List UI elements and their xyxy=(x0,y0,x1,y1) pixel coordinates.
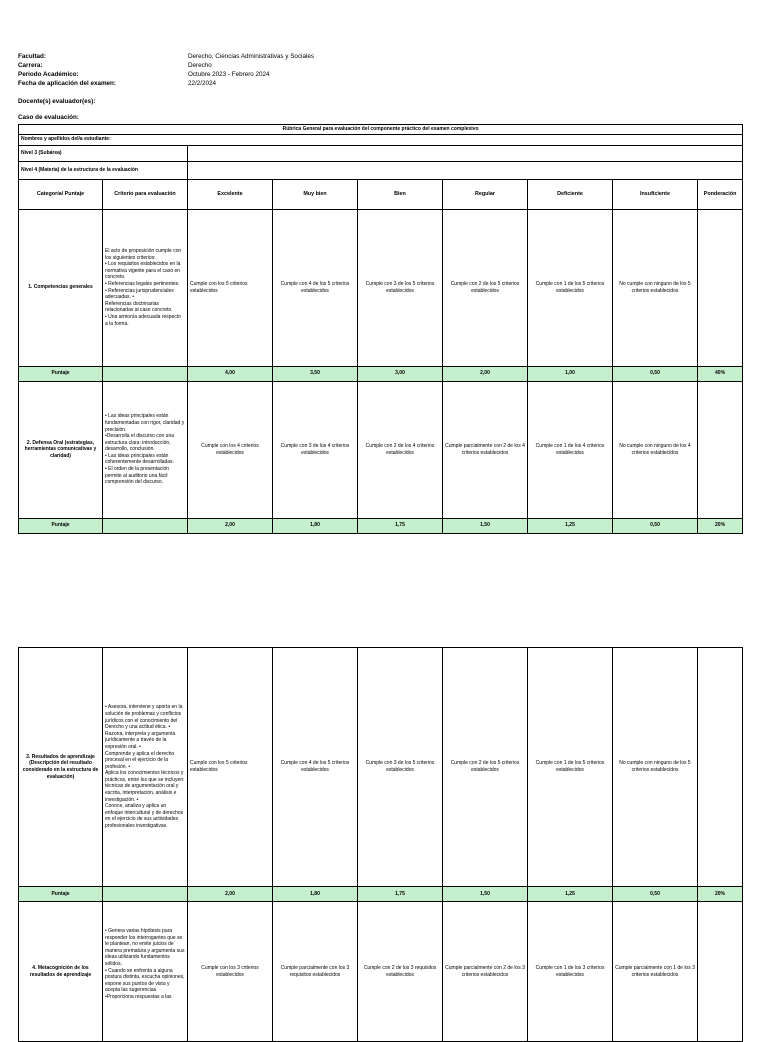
score-cell: 2,00 xyxy=(188,518,273,533)
score-cell: 1,25 xyxy=(528,518,613,533)
level-cell: Cumple con 1 de los 4 criterios establecidos xyxy=(528,381,613,518)
docente-label: Docente(s) evaluador(es): xyxy=(18,98,96,105)
table-row xyxy=(19,209,743,366)
score-row xyxy=(19,366,743,381)
level-cell: Cumple con 2 de los 3 requisitos establecidos xyxy=(358,902,443,1042)
weight-blank-cell xyxy=(698,381,743,518)
score-cell: 1,75 xyxy=(358,887,443,902)
facultad-label: Facultad: xyxy=(18,53,46,60)
level-cell: Cumple con 3 de los 4 criterios establecidos xyxy=(273,381,358,518)
score-cell: 2,00 xyxy=(188,887,273,902)
col-header: Criterio para evaluación xyxy=(103,179,188,209)
score-label: Puntaje xyxy=(19,887,103,902)
col-header: Muy bien xyxy=(273,179,358,209)
nivel4-value[interactable] xyxy=(188,161,743,179)
score-cell: 3,00 xyxy=(358,366,443,381)
criteria-line: Referencias doctrinarias relacionadas al caso concreto. xyxy=(105,300,173,314)
criteria-cell xyxy=(103,209,188,366)
level-cell: Cumple con 1 de los 3 criterios establecidos xyxy=(528,902,613,1042)
rubric-table-part-2 xyxy=(18,647,743,1042)
criteria-line: • Referencias jurisprudenciales adecuadas. • xyxy=(105,287,174,301)
col-header: Regular xyxy=(443,179,528,209)
level-cell: Cumple parcialmente con 2 de los 4 criterios establecidos xyxy=(443,381,528,518)
criteria-line: Conoce, analiza y aplica un enfoque intercultural y de derechos en el ejercicio de sus actividades profesionales investigativas. xyxy=(105,803,184,830)
level-cell: Cumple con 2 de los 4 criterios establecidos xyxy=(358,381,443,518)
weight-blank-cell xyxy=(698,209,743,366)
caso-label: Caso de evaluación: xyxy=(18,114,79,121)
col-header: Deficiente xyxy=(528,179,613,209)
col-header: Excelente xyxy=(188,179,273,209)
score-row xyxy=(19,518,743,533)
level-cell: Cumple parcialmente con 1 de los 3 criterios establecidos xyxy=(613,902,698,1042)
level-cell: Cumple con 1 de los 5 criterios establecidos xyxy=(528,209,613,366)
score-cell: 1,00 xyxy=(528,366,613,381)
criteria-line: • Cuando se enfrenta a alguna postura distinta, escucha opiniones, expone sus puntos de vista y acepta las sugerencias. xyxy=(105,967,185,994)
score-cell: 1,80 xyxy=(273,518,358,533)
criteria-line: • Los requisitos establecidos en la normativa vigente para el caso en concreto. xyxy=(105,261,181,281)
score-blank xyxy=(103,887,188,902)
criteria-line: Aplica los conocimientos técnicos y prácticos, entre los que se incluyen: técnicas de argumentación oral y escrita, interpretación, análisis e investigación. • xyxy=(105,770,185,803)
level-cell: Cumple con 1 de los 5 criterios establecidos xyxy=(528,648,613,887)
criteria-line: Razona, interpreta y argumenta jurídicamente a través de la expresión oral. • xyxy=(105,730,176,750)
carrera-label: Carrera: xyxy=(18,62,43,69)
level-cell: Cumple con 2 de los 5 criterios establecidos xyxy=(443,648,528,887)
periodo-label: Periodo Académico: xyxy=(18,71,79,78)
column-header-row xyxy=(19,179,743,209)
nivel3-value[interactable] xyxy=(188,145,743,161)
periodo-value: Octubre 2023 - Febrero 2024 xyxy=(188,71,270,78)
criteria-line: • El orden de la presentación permite al auditorio una fácil comprensión del discurso. xyxy=(105,466,170,486)
level-cell: No cumple con ninguno de los 4 criterios establecidos xyxy=(613,381,698,518)
col-header: Insuficiente xyxy=(613,179,698,209)
col-header: Ponderación xyxy=(698,179,743,209)
score-cell: 0,50 xyxy=(613,366,698,381)
criteria-line: • Las ideas principales están coherentemente desarrolladas. xyxy=(105,452,174,466)
nivel3-label: Nivel 3 (Subárea) xyxy=(19,145,188,161)
level-cell: Cumple con 4 de los 5 criterios establecidos xyxy=(273,209,358,366)
score-cell: 1,80 xyxy=(273,887,358,902)
criteria-cell xyxy=(103,648,188,887)
score-blank xyxy=(103,366,188,381)
criteria-line: • Genera varias hipótesis para responder los interrogantes que se le plantean, no emite juicios de manera prematura y argumenta sus ideas utilizando fundamentos sólidos. xyxy=(105,928,185,967)
rubric-title: Rúbrica General para evaluación del componente práctico del examen complexivo xyxy=(19,125,743,135)
level-cell: Cumple con los 5 criterios establecidos xyxy=(188,209,273,366)
level-cell: No cumple con ninguno de los 5 criterios establecidos xyxy=(613,209,698,366)
score-cell: 2,00 xyxy=(443,366,528,381)
score-cell: 1,25 xyxy=(528,887,613,902)
criteria-line: • Las ideas principales están fundamentadas con rigor, claridad y precisión. xyxy=(105,413,185,433)
category-cell: 2. Defensa Oral (estrategias, herramientas comunicativas y claridad) xyxy=(19,381,103,518)
score-cell: 1,50 xyxy=(443,518,528,533)
score-cell: 1,50 xyxy=(443,887,528,902)
criteria-line: • Referencias legales pertinentes. xyxy=(105,281,180,287)
student-name-label: Nombres y apellidos del/a estudiante: xyxy=(19,134,743,145)
category-cell: 1. Competencias generales xyxy=(19,209,103,366)
rubric-table-part-1 xyxy=(18,124,743,534)
score-label: Puntaje xyxy=(19,518,103,533)
level-cell: Cumple con los 4 criterios establecidos xyxy=(188,381,273,518)
facultad-value: Derecho, Ciencias Administrativas y Sociales xyxy=(188,53,314,60)
level-cell: Cumple con 3 de los 5 criterios establecidos xyxy=(358,648,443,887)
nivel4-label: Nivel 4 (Materia) de la estructura de la evaluación xyxy=(19,161,188,179)
level-cell: No cumple con ninguno de los 5 criterios establecidos xyxy=(613,648,698,887)
criteria-line: • Una armonía adecuada respecto a la forma. xyxy=(105,313,181,327)
criteria-line: El acto de proposición cumple con los siguientes criterios: xyxy=(105,248,182,261)
level-cell: Cumple con 4 de los 5 criterios establecidos xyxy=(273,648,358,887)
table-row xyxy=(19,902,743,1042)
level-cell: Cumple con 2 de los 5 criterios establecidos xyxy=(443,209,528,366)
col-header: Bien xyxy=(358,179,443,209)
table-row xyxy=(19,648,743,887)
col-header: Categoría/ Puntaje xyxy=(19,179,103,209)
carrera-value: Derecho xyxy=(188,62,212,69)
score-label: Puntaje xyxy=(19,366,103,381)
weight-blank-cell xyxy=(698,902,743,1042)
level-cell: Cumple parcialmente con los 3 requisitos establecidos xyxy=(273,902,358,1042)
criteria-line: •Desarrolla el discurso con una estructura clara: introducción, desarrollo, conclusión. xyxy=(105,433,175,453)
table-row xyxy=(19,381,743,518)
score-cell: 0,50 xyxy=(613,887,698,902)
level-cell: Cumple con los 3 criterios establecidos xyxy=(188,902,273,1042)
score-cell: 0,50 xyxy=(613,518,698,533)
score-blank xyxy=(103,518,188,533)
weight-cell: 20% xyxy=(698,518,743,533)
level-cell: Cumple parcialmente con 2 de los 3 criterios establecidos xyxy=(443,902,528,1042)
criteria-cell xyxy=(103,381,188,518)
weight-cell: 20% xyxy=(698,887,743,902)
score-cell: 3,50 xyxy=(273,366,358,381)
level-cell: Cumple con los 5 criterios establecidos xyxy=(188,648,273,887)
fecha-label: Fecha de aplicación del examen: xyxy=(18,80,116,87)
level-cell: Cumple con 3 de los 5 criterios establecidos xyxy=(358,209,443,366)
category-cell: 3. Resultados de aprendizaje (Descripción del resultado considerado en la estructura de evaluación) xyxy=(19,648,103,887)
criteria-cell xyxy=(103,902,188,1042)
category-cell: 4. Metacognición de los resultados de aprendizaje xyxy=(19,902,103,1042)
criteria-line: •Proporciona respuestas a las xyxy=(105,993,172,1000)
score-cell: 4,00 xyxy=(188,366,273,381)
score-cell: 1,75 xyxy=(358,518,443,533)
fecha-value: 22/2/2024 xyxy=(188,80,217,87)
weight-cell: 40% xyxy=(698,366,743,381)
weight-blank-cell xyxy=(698,648,743,887)
score-row xyxy=(19,887,743,902)
criteria-line: • Asesora, interviene y aporta en la solución de problemas y conflictos jurídicos con el conocimiento del Derecho y una actitud ética. • xyxy=(105,704,183,731)
criteria-line: Comprende y aplica el derecho procesal en el ejercicio de la profesión. • xyxy=(105,750,175,770)
